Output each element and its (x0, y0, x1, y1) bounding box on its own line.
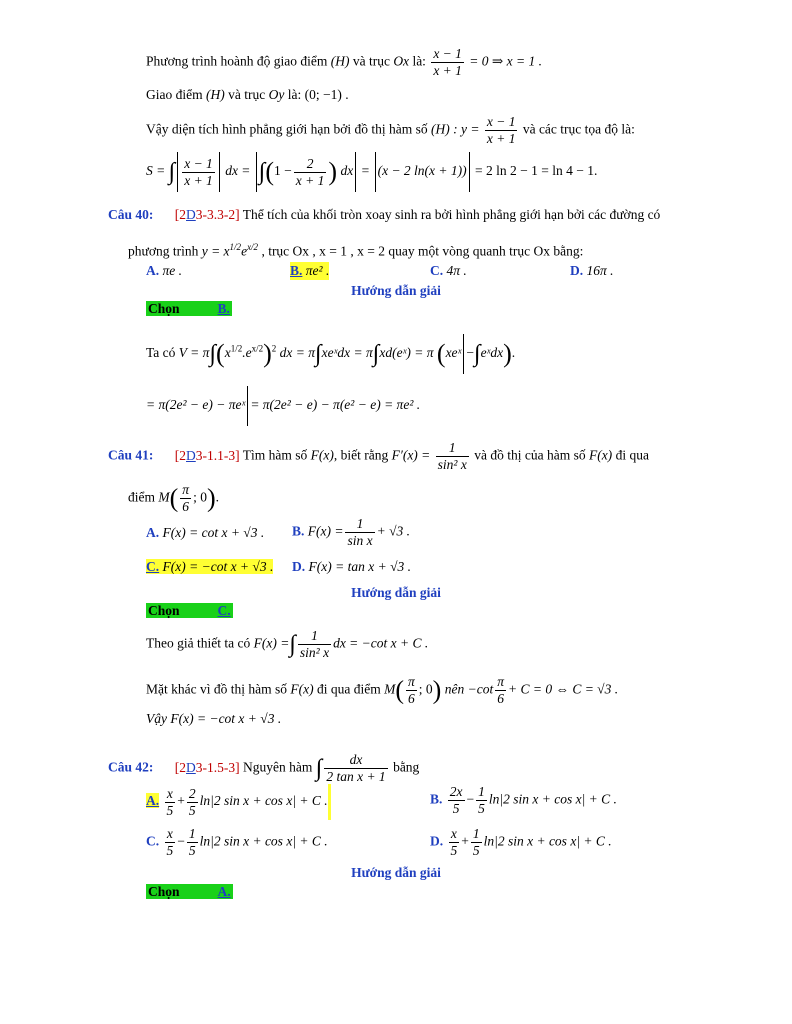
q41-solution-line3: Vậy F(x) = −cot x + √3 . (146, 711, 282, 726)
q41-option-b[interactable]: B. F(x) = $\frac{1}{\text{sin x}}$ + √3 . (292, 516, 411, 548)
q42-option-b[interactable]: B. $\frac{2x}{5}$ − $\frac{1}{5}$ ln|2 sin x + cos x| + C . (430, 784, 617, 816)
sol39-line1: Phương trình hoành độ giao điểm (H) và trục Ox là: $\frac{x - 1}{x + 1}$ = 0 ⇒ x = 1 . (146, 46, 542, 78)
sol39-line4: S = ∫ $\frac{x - 1}{x + 1}$ dx = ∫(1 − $\frac{2}{x + 1}$ ) dx = (x − 2 ln(x + 1)) = 2 ln 2 − 1 = ln 4 − 1. (146, 152, 597, 192)
q40-option-c[interactable]: C. 4π . (430, 263, 467, 278)
fraction: $\frac{2}{x + 1}$ (295, 155, 325, 188)
sol39-line3: Vậy diện tích hình phẳng giới hạn bởi đồ thị hàm số (H) : y = $\frac{x - 1}{x + 1}$ và các trục tọa độ là: (146, 114, 635, 146)
fraction: $\frac{1}{\text{sin² x}}$ (437, 440, 467, 472)
question-tag: [2D3-3.3-2] (174, 207, 240, 222)
sol39-line2: Giao điểm (H) và trục Oy là: (0; −1) . (146, 87, 349, 102)
fraction: $\frac{x - 1}{x + 1}$ (184, 155, 213, 188)
integral-sign: ∫ (168, 159, 176, 185)
q40-option-a[interactable]: A. πe . (146, 263, 183, 278)
question-40-stem: Câu 40: [2D3-3.3-2] Thể tích của khối tròn xoay sinh ra bởi hình phẳng giới hạn bởi các đường có (108, 207, 661, 222)
q40-solution-line2: = π(2e² − e) − πeˣ = π(2e² − e) − π(e² − e) = πe² . (146, 386, 420, 426)
q42-guide-heading: Hướng dẫn giải (351, 865, 441, 880)
q41-option-c[interactable]: C. F(x) = −cot x + √3 . (146, 559, 274, 574)
q40-solution-line1: Ta có $V = \pi\int(x^{1/2}.e^{x/2})^2$ dx = π∫xeˣdx = π∫xd(eˣ) = π (xeˣ −∫eˣdx). (146, 334, 515, 374)
question-40-stem-line2: phương trình $y = x^{1/2}e^{x/2}$ , trục Ox , x = 1 , x = 2 quay một vòng quanh trục Ox bằng: (128, 242, 584, 259)
q41-solution-line1: Theo giả thiết ta có F(x) =∫ $\frac{1}{\text{sin² x}}$ dx = −cot x + C . (146, 628, 429, 660)
q42-option-a[interactable]: A. $\frac{x}{5}$ + $\frac{2}{5}$ ln|2 sin x + cos x| + C . (146, 784, 331, 820)
q40-answer: Chọn B. (148, 301, 230, 316)
question-label: Câu 40: (108, 207, 154, 222)
q41-option-d[interactable]: D. F(x) = tan x + √3 . (292, 559, 411, 574)
question-41-stem-line2: điểm M( $\frac{\pi}{6}$ ; 0). (128, 482, 219, 514)
question-tag: [2D3-1.5-3] (174, 759, 240, 775)
q42-answer: Chọn A. (148, 884, 231, 899)
question-41-stem: Câu 41: [2D3-1.1-3] Tìm hàm số F(x), biết rằng F′(x) = $\frac{1}{\text{sin² x}}$ và đồ thị của hàm số F(x) đi qua (108, 440, 649, 472)
question-label: Câu 42: (108, 759, 154, 775)
q41-guide-heading: Hướng dẫn giải (351, 585, 441, 600)
q41-solution-line2: Mặt khác vì đồ thị hàm số F(x) đi qua điểm M( $\frac{\pi}{6}$ ; 0) nên −cot $\frac{\pi}{6}$ + C = 0 ⇔ C = √3 . (146, 674, 619, 706)
fraction: $\frac{x - 1}{x + 1}$ (433, 46, 462, 78)
question-tag: [2D3-1.1-3] (174, 447, 240, 463)
q41-answer: Chọn C. (148, 603, 231, 618)
q40-guide-heading: Hướng dẫn giải (351, 283, 441, 298)
q41-option-a[interactable]: A. F(x) = cot x + √3 . (146, 525, 265, 540)
fraction: $\frac{x - 1}{x + 1}$ (486, 114, 516, 146)
q40-option-b[interactable]: B. πe² . (290, 263, 330, 278)
q42-option-d[interactable]: D. $\frac{x}{5}$ + $\frac{1}{5}$ ln|2 sin x + cos x| + C . (430, 826, 612, 858)
q42-option-c[interactable]: C. $\frac{x}{5}$ − $\frac{1}{5}$ ln|2 sin x + cos x| + C . (146, 826, 328, 858)
question-label: Câu 41: (108, 447, 154, 463)
q40-option-d[interactable]: D. 16π . (570, 263, 614, 278)
question-42-stem: Câu 42: [2D3-1.5-3] Nguyên hàm ∫ $\frac{dx}{\text{2 tan x + 1}}$ bằng (108, 752, 420, 784)
